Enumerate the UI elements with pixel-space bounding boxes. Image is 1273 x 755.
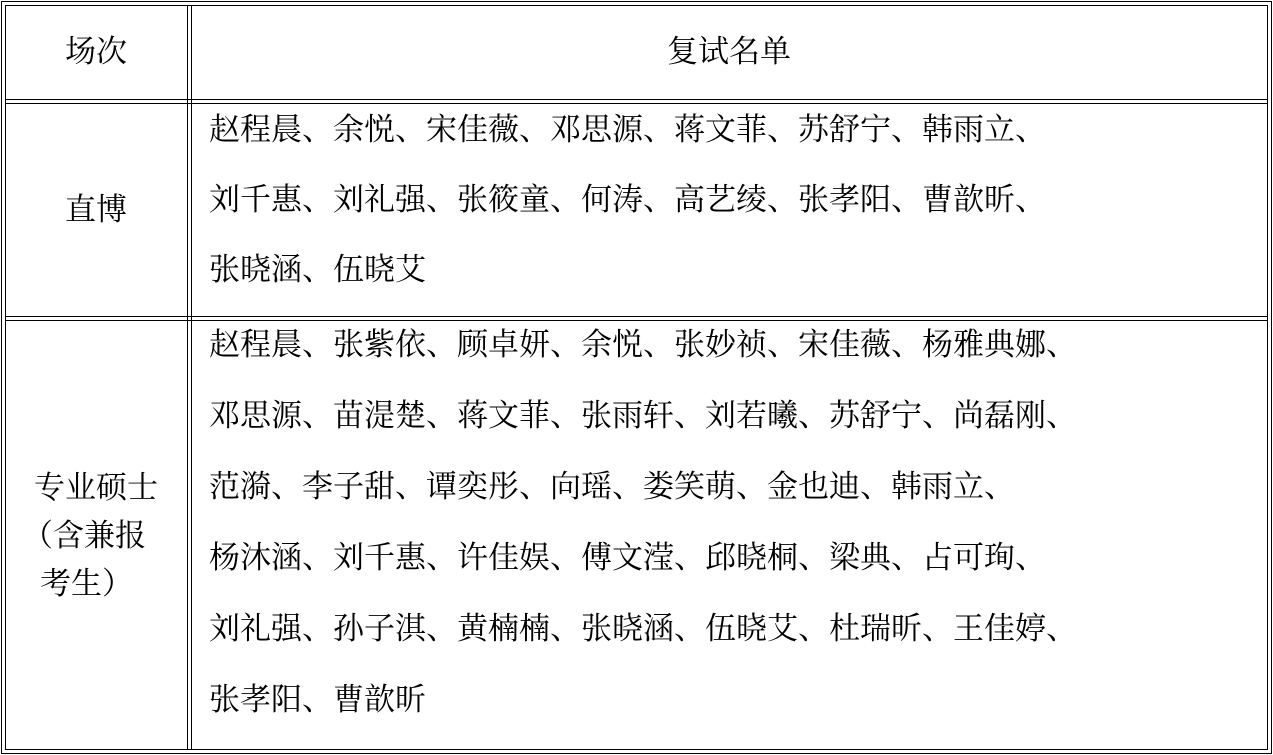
name-list-line: 刘千惠、刘礼强、张筱童、何涛、高艺绫、张孝阳、曹歆昕、 [209, 182, 1046, 218]
header-cell-session: 场次 [65, 34, 127, 70]
table-border-right-inner [1267, 5, 1268, 750]
table-border-left-outer [1, 1, 2, 754]
row-label-professional-master-line1: 专业硕士 [34, 470, 158, 506]
column-divider-a [187, 5, 188, 750]
name-list-line: 杨沐涵、刘千惠、许佳娱、傅文滢、邱晓桐、梁典、占可珣、 [209, 540, 1046, 576]
row-divider-1-a [5, 316, 1268, 317]
row-divider-header-a [5, 99, 1268, 100]
name-list-line: 范漪、李子甜、谭奕彤、向瑶、娄笑萌、金也迪、韩雨立、 [209, 469, 1015, 505]
row-divider-1-b [5, 320, 1268, 321]
name-list-line: 刘礼强、孙子淇、黄楠楠、张晓涵、伍晓艾、杜瑞昕、王佳婷、 [209, 611, 1077, 647]
table-border-left-inner [5, 5, 6, 750]
table-border-right-outer [1271, 1, 1272, 754]
table-border-top-outer [1, 1, 1272, 2]
name-list-line: 张晓涵、伍晓艾 [209, 252, 426, 288]
header-cell-list: 复试名单 [667, 34, 791, 70]
table-border-top-inner [5, 5, 1268, 6]
table-border-bottom-inner [5, 749, 1268, 750]
row-label-direct-phd: 直博 [65, 192, 127, 228]
column-divider-b [191, 5, 192, 750]
row-label-professional-master-line2: （含兼报 [22, 518, 146, 554]
name-list-line: 张孝阳、曹歆昕 [209, 682, 426, 718]
row-label-professional-master-line3: 考生） [40, 566, 133, 602]
name-list-line: 赵程晨、余悦、宋佳薇、邓思源、蒋文菲、苏舒宁、韩雨立、 [209, 112, 1046, 148]
table-border-bottom-outer [1, 753, 1272, 754]
name-list-line: 邓思源、苗湜楚、蒋文菲、张雨轩、刘若曦、苏舒宁、尚磊刚、 [209, 398, 1077, 434]
row-divider-header-b [5, 103, 1268, 104]
name-list-line: 赵程晨、张紫依、顾卓妍、余悦、张妙祯、宋佳薇、杨雅典娜、 [209, 327, 1077, 363]
